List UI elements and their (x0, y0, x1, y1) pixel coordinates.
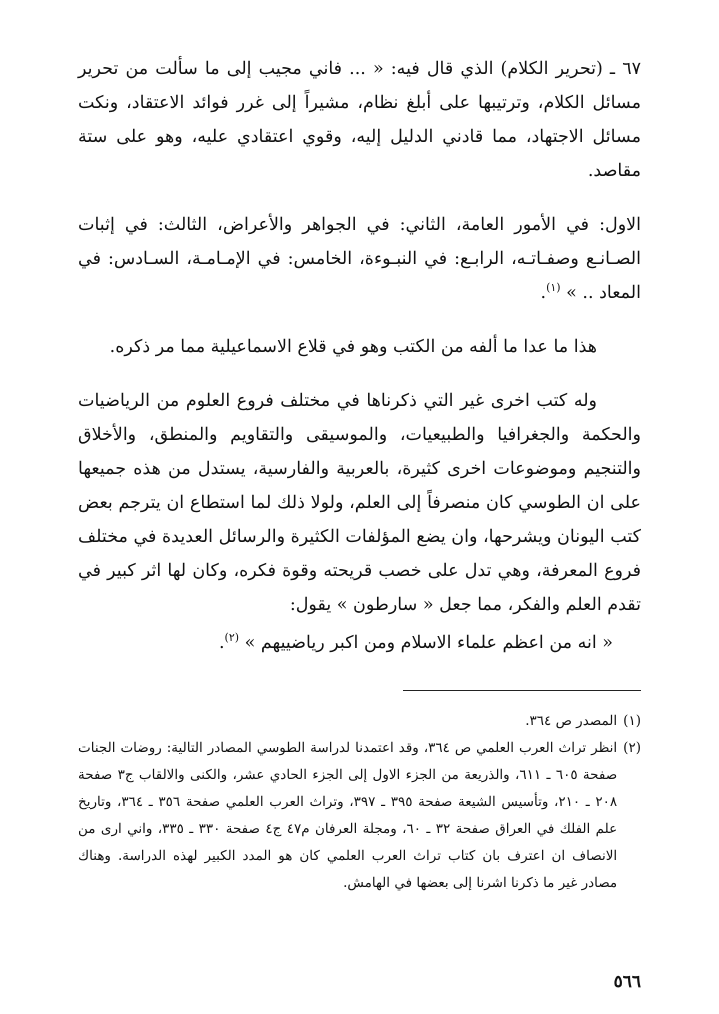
footnote-divider (403, 690, 641, 691)
paragraph-tahrir-al-kalam: ٦٧ ـ (تحرير الكلام) الذي قال فيه: « ... فاني مجيب إلى ما سألت من تحرير مسائل الكلام، وترتيبها على أبلغ نظام، مشيراً إلى غرر فوائد الاعتقاد، ونكت مسائل الاجتهاد، مما قادني الدليل إليه، وقوي اعتقادي عليه، وهو على ستة مقاصد. (78, 59, 641, 181)
footnote-1 (78, 708, 641, 735)
paragraph-six-objectives-end: . (540, 283, 547, 303)
footnote-ref-1: (١) (546, 281, 561, 295)
paragraph-six-objectives (78, 208, 641, 310)
footnote-1-text: المصدر ص ٣٦٤. (525, 713, 618, 729)
sarton-quote-end: . (218, 633, 225, 653)
page-number: ٥٦٦ (613, 972, 641, 992)
paragraph-six-objectives-text: الاول: في الأمور العامة، الثاني: في الجواهر والأعراض، الثالث: في إثبات الصـانـع وصفـاتـه، الرابـع: في النبـوءة، الخامس: في الإمـامـة، السـادس: في المعاد .. » (78, 215, 641, 303)
footnote-2 (78, 735, 641, 897)
footnote-2-text: انظر تراث العرب العلمي ص ٣٦٤، وقد اعتمدنا لدراسة الطوسي المصادر التالية: روضات الجنات صفحة ٦٠٥ ـ ٦١١، والذريعة من الجزء الاول إلى الجزء الحادي عشر، والكنى والالقاب ج٣ صفحة ٢٠٨ ـ ٢١٠، وتأسيس الشيعة صفحة ٣٩٥ ـ ٣٩٧، وتراث العرب العلمي صفحة ٣٥٦ ـ ٣٦٤، وتاريخ علم الفلك في العراق صفحة ٣٢ ـ ٦٠، ومجلة العرفان م٤٧ ج٤ صفحة ٣٣٠ ـ ٣٣٥، واني ارى من الانصاف ان اعترف بان كتاب تراث العرب العلمي كان هو المدد الكبير لهذه الدراسة. وهناك مصادر غير ما ذكرنا اشرنا إلى بعضها في الهامش. (78, 740, 618, 891)
paragraph-sciences: وله كتب اخرى غير التي ذكرناها في مختلف فروع العلوم من الرياضيات والحكمة والجغرافيا والطبيعيات، والموسيقى والتقاويم والمنطق، والأخلاق والتنجيم وموضوعات اخرى كثيرة، بالعربية والفارسية، يستدل من هذه جميعها على ان الطوسي كان منصرفاً إلى العلم، ولولا ذلك لما استطاع ان يترجم بعض كتب اليونان ويشرحها، وان يضع المؤلفات الكثيرة والرسائل العديدة في مختلف فروع المعرفة، وهي تدل على خصب قريحته وقوة فكره، وكان لها اثر كبير في تقدم العلم والفكر، مما جعل « سارطون » يقول: (78, 391, 641, 615)
sarton-quote-text: « انه من اعظم علماء الاسلام ومن اكبر رياضييهم » (244, 633, 613, 653)
footnotes (78, 708, 641, 897)
paragraph-other-works: هذا ما عدا ما ألفه من الكتب وهو في قلاع الاسماعيلية مما مر ذكره. (109, 337, 597, 357)
footnote-1-number: (١) (623, 713, 641, 729)
footnote-ref-2: (٢) (224, 631, 240, 645)
footnote-2-number: (٢) (623, 740, 641, 756)
sarton-quote (78, 626, 641, 660)
